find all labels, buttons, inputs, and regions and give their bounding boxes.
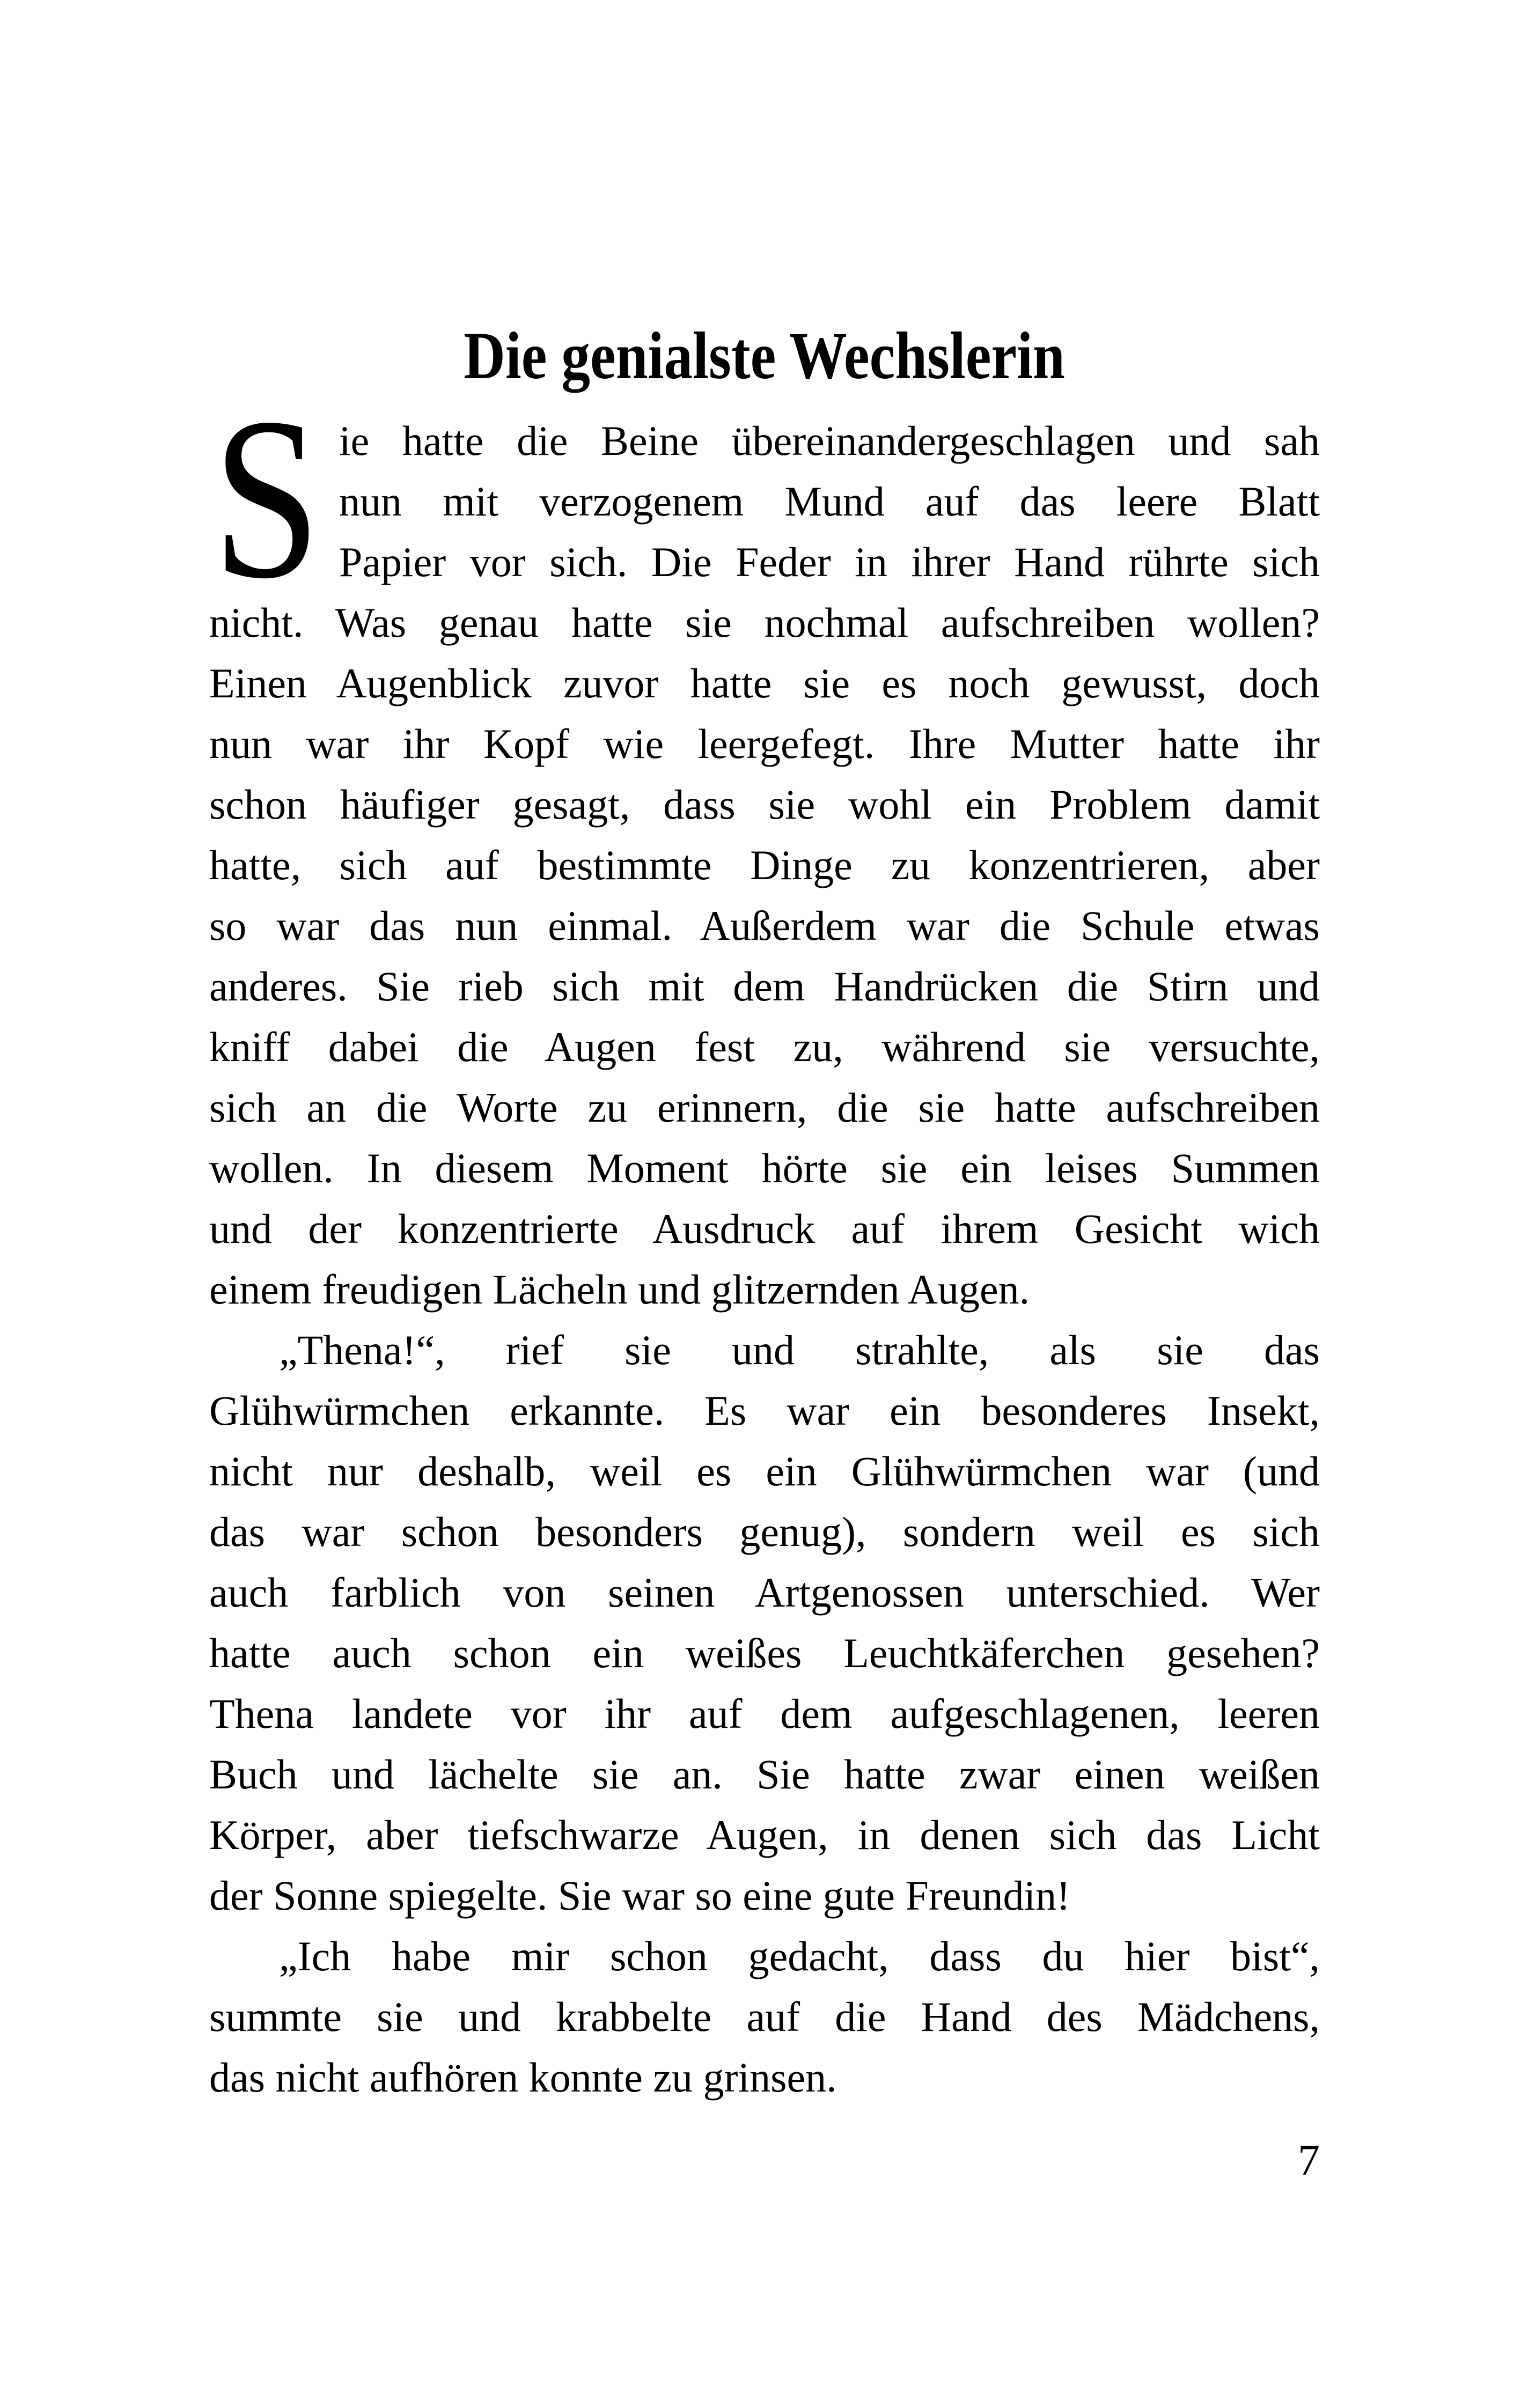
text-line: kniff dabei die Augen fest zu, während sie versuchte, bbox=[209, 1023, 1320, 1070]
text-line: hatte auch schon ein weißes Leuchtkäferchen gesehen? bbox=[209, 1630, 1320, 1676]
text-line: nicht. Was genau hatte sie nochmal aufschreiben wollen? bbox=[209, 599, 1320, 646]
text-line: nicht nur deshalb, weil es ein Glühwürmchen war (und bbox=[209, 1448, 1320, 1494]
chapter-title bbox=[209, 311, 1320, 402]
drop-cap-letter: S bbox=[212, 370, 321, 627]
text-line: Glühwürmchen erkannte. Es war ein besonderes Insekt, bbox=[209, 1387, 1320, 1434]
text-line: Thena landete vor ihr auf dem aufgeschlagenen, leeren bbox=[209, 1690, 1320, 1737]
text-line: anderes. Sie rieb sich mit dem Handrücken die Stirn und bbox=[209, 963, 1320, 1010]
text-line: summte sie und krabbelte auf die Hand des Mädchens, bbox=[209, 1993, 1320, 2040]
text-line: wollen. In diesem Moment hörte sie ein leises Summen bbox=[209, 1145, 1320, 1191]
page-number: 7 bbox=[1298, 2135, 1320, 2184]
text-line: Einen Augenblick zuvor hatte sie es noch gewusst, doch bbox=[209, 660, 1320, 706]
text-line: ie hatte die Beine übereinandergeschlagen und sah bbox=[339, 417, 1320, 464]
text-line: Papier vor sich. Die Feder in ihrer Hand rührte sich bbox=[339, 539, 1320, 585]
text-line: „Thena!“, rief sie und strahlte, als sie das bbox=[279, 1327, 1320, 1373]
text-line: das nicht aufhören konnte zu grinsen. bbox=[209, 2054, 837, 2101]
text-line: Körper, aber tiefschwarze Augen, in denen sich das Licht bbox=[209, 1811, 1320, 1858]
text-line: das war schon besonders genug), sondern weil es sich bbox=[209, 1508, 1320, 1555]
chapter-title-text: Die genialste Wechslerin bbox=[464, 319, 1066, 393]
text-line: sich an die Worte zu erinnern, die sie hatte aufschreiben bbox=[209, 1084, 1320, 1131]
text-line: der Sonne spiegelte. Sie war so eine gute Freundin! bbox=[209, 1872, 1071, 1919]
text-line: Buch und lächelte sie an. Sie hatte zwar einen weißen bbox=[209, 1751, 1320, 1798]
text-line: schon häufiger gesagt, dass sie wohl ein Problem damit bbox=[209, 781, 1320, 828]
text-line: einem freudigen Lächeln und glitzernden Augen. bbox=[209, 1266, 1030, 1313]
text-line: so war das nun einmal. Außerdem war die Schule etwas bbox=[209, 902, 1320, 949]
text-block bbox=[209, 370, 1320, 2108]
text-line: nun war ihr Kopf wie leergefegt. Ihre Mutter hatte ihr bbox=[209, 720, 1320, 767]
text-line: und der konzentrierte Ausdruck auf ihrem Gesicht wich bbox=[209, 1205, 1320, 1252]
text-line: auch farblich von seinen Artgenossen unterschied. Wer bbox=[209, 1569, 1320, 1616]
text-line: nun mit verzogenem Mund auf das leere Blatt bbox=[339, 478, 1320, 525]
text-line: „Ich habe mir schon gedacht, dass du hier bist“, bbox=[279, 1933, 1320, 1979]
text-line: hatte, sich auf bestimmte Dinge zu konzentrieren, aber bbox=[209, 842, 1320, 888]
